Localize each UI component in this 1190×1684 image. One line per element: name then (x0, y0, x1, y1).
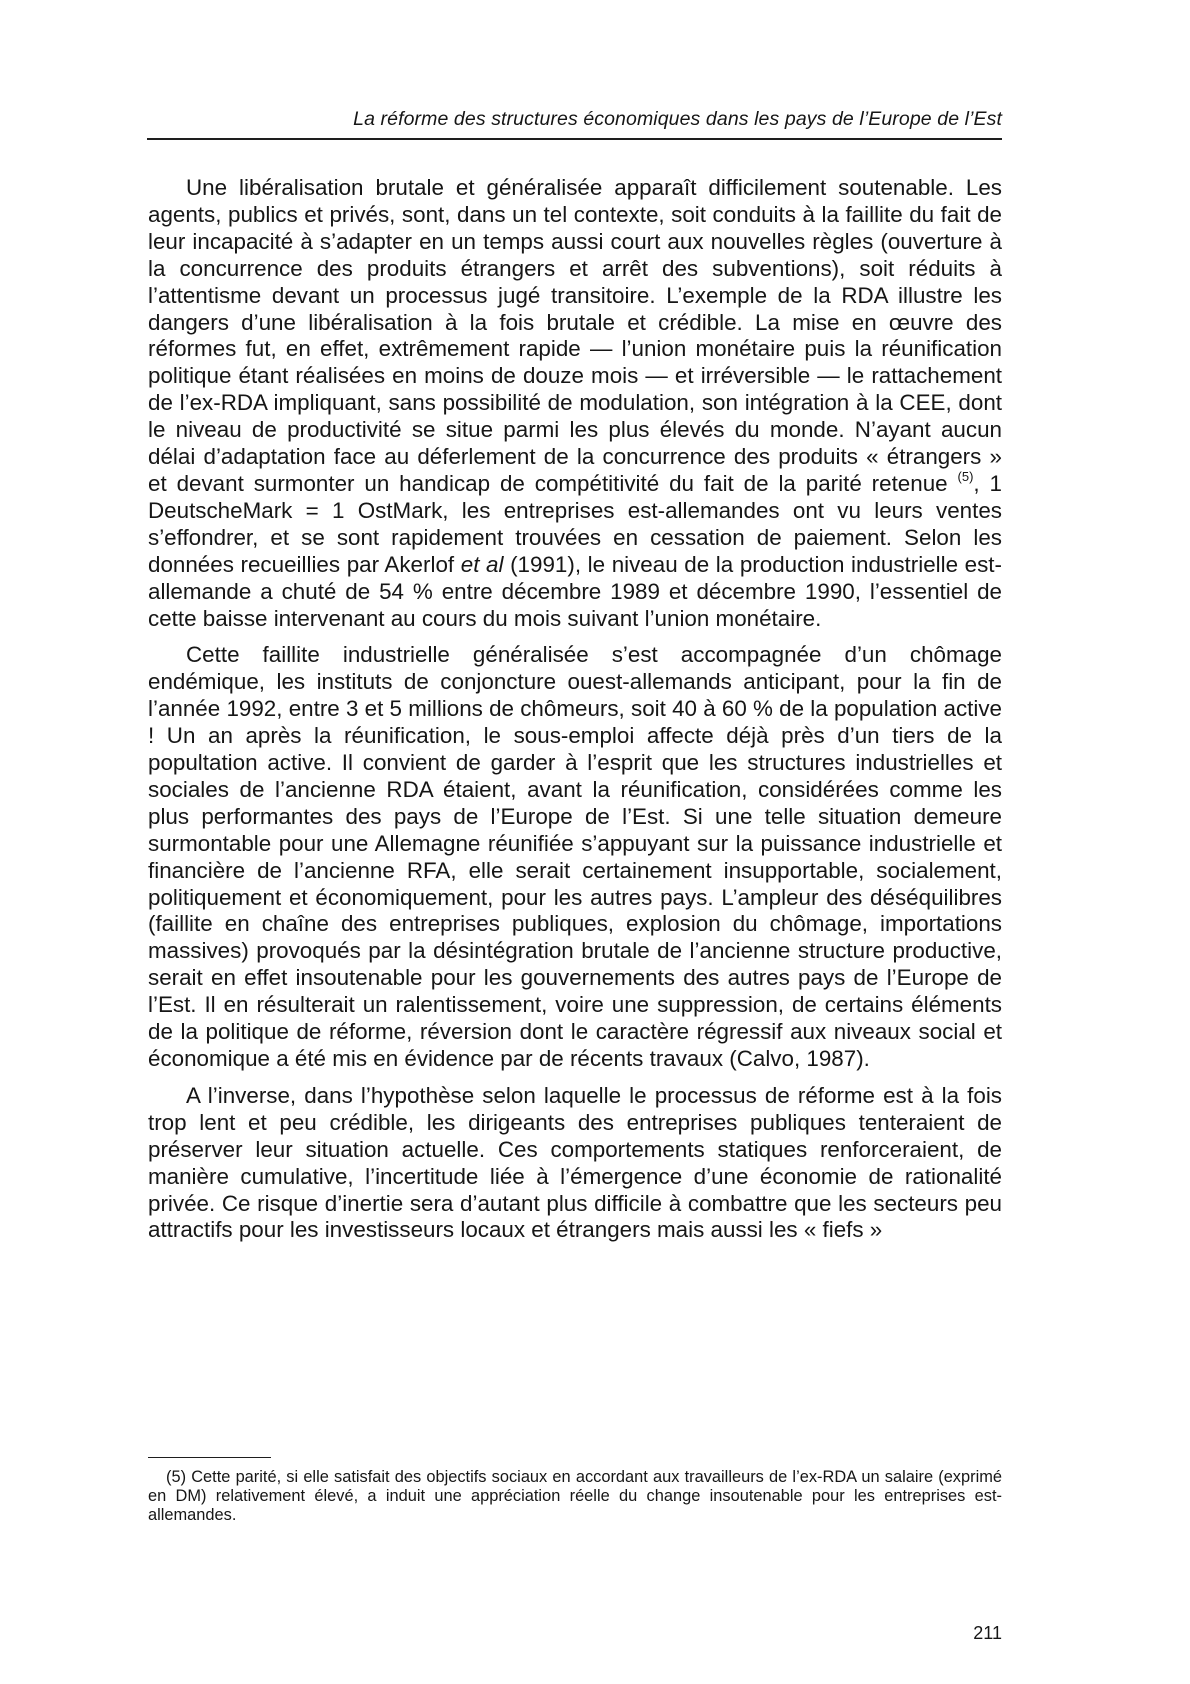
paragraph-1-part-3: (1991), le niveau de la production industrielle est-allemande a chuté de 54 % entre décembre 1989 et décembre 1990, l’essentiel de cette baisse intervenant au cours du mois suivant l’union monétaire. (148, 551, 1002, 631)
running-header: La réforme des structures économiques dans les pays de l’Europe de l’Est (353, 108, 1002, 130)
footnote-ref-5[interactable]: (5) (957, 468, 974, 484)
paragraph-1-part-2: , 1 DeutscheMark = 1 OstMark, les entreprises est-allemandes ont vu leurs ventes s’effondrer, et se sont rapidement trouvées en cessation de paiement. Selon les données recueillies par Akerlof (148, 470, 1002, 577)
paragraph-3: A l’inverse, dans l’hypothèse selon laquelle le processus de réforme est à la fois trop lent et peu crédible, les dirigeants des entreprises publiques tenteraient de préserver leur situation actuelle. Ces comportements statiques renforceraient, de manière cumulative, l’incertitude liée à l’émergence d’une économie de rationalité privée. Ce risque d’inertie sera d’autant plus difficile à combattre que les secteurs peu attractifs pour les investisseurs locaux et étrangers mais aussi les « fiefs » (148, 1082, 1002, 1243)
body-text (148, 175, 1002, 1254)
et-al-italic: et al (460, 551, 504, 577)
page-number: 211 (973, 1623, 1002, 1643)
header-rule (147, 138, 1002, 140)
paragraph-2: Cette faillite industrielle généralisée s’est accompagnée d’un chômage endémique, les instituts de conjoncture ouest-allemands anticipant, pour la fin de l’année 1992, entre 3 et 5 millions de chômeurs, soit 40 à 60 % de la population active ! Un an après la réunification, le sous-emploi affecte déjà près d’un tiers de la popultation active. Il convient de garder à l’esprit que les structures industrielles et sociales de l’ancienne RDA étaient, avant la réunification, considérées comme les plus performantes des pays de l’Europe de l’Est. Si une telle situation demeure surmontable pour une Allemagne réunifiée s’appuyant sur la puissance industrielle et financière de l’ancienne RFA, elle serait certainement insupportable, socialement, politiquement et économiquement, pour les autres pays. L’ampleur des déséquilibres (faillite en chaîne des entreprises publiques, explosion du chômage, importations massives) provoqués par la désintégration brutale de l’ancienne structure productive, serait en effet insoutenable pour les gouvernements des autres pays de l’Europe de l’Est. Il en résulterait un ralentissement, voire une suppression, de certains éléments de la politique de réforme, réversion dont le caractère régressif aux niveaux social et économique a été mis en évidence par de récents travaux (Calvo, 1987). (148, 642, 1002, 1071)
paragraph-1 (148, 175, 1002, 632)
paragraph-1-part-1: Une libéralisation brutale et généralisée apparaît difficilement soutenable. Les agents, publics et privés, sont, dans un tel contexte, soit conduits à la faillite du fait de leur incapacité à s’adapter en un temps aussi court aux nouvelles règles (ouverture à la concurrence des produits étrangers et arrêt des subventions), soit réduits à l’attentisme devant un processus jugé transitoire. L’exemple de la RDA illustre les dangers d’une libéralisation à la fois brutale et crédible. La mise en œuvre des réformes fut, en effet, extrêmement rapide — l’union monétaire puis la réunification politique étant réalisées en moins de douze mois — et irréversible — le rattachement de l’ex-RDA impliquant, sans possibilité de modulation, son intégration à la CEE, dont le niveau de productivité se situe parmi les plus élevés du monde. N’ayant aucun délai d’adaptation face au déferlement de la concurrence des produits « étrangers » et devant surmonter un handicap de compétitivité du fait de la parité retenue (148, 175, 1002, 496)
footnote-5: (5) Cette parité, si elle satisfait des objectifs sociaux en accordant aux travailleurs de l’ex-RDA un salaire (exprimé en DM) relativement élevé, a induit une appréciation réelle du change insoutenable pour les entreprises est-allemandes. (148, 1468, 1002, 1524)
footnote-rule (148, 1457, 271, 1458)
